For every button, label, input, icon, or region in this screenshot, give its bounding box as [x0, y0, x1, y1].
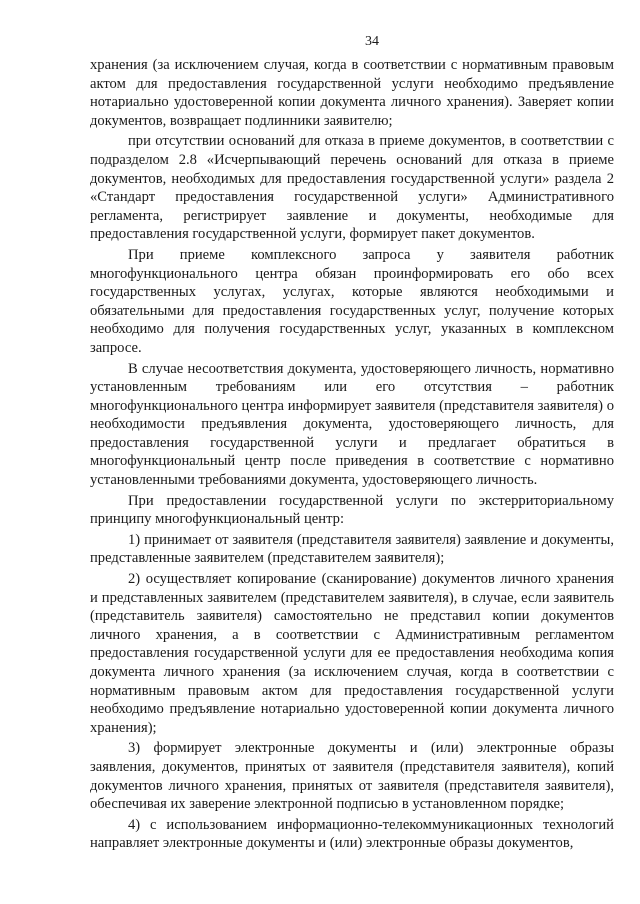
list-item: 4) с использованием информационно-телекоммуникационных технологий направляет электронные документы и (или) электронные образы документов,: [90, 816, 614, 852]
paragraph: хранения (за исключением случая, когда в соответствии с нормативным правовым актом для предоставления государственной услуги необходимо предъявление нотариально удостоверенной копии документа личного хранения). Заверяет копии документов, возвращает подлинники заявителю;: [90, 57, 614, 129]
paragraph: При приеме комплексного запроса у заявителя работник многофункционального центра обязан проинформировать его обо всех государственных услугах, услугах, которые являются необходимыми и обязательными для предоставления государственных услуг, получение которых необходимо для получения государственных услуг, указанных в комплексном запросе.: [90, 246, 614, 356]
paragraph: При предоставлении государственной услуги по экстерриториальному принципу многофункциональный центр:: [90, 492, 614, 528]
paragraph: В случае несоответствия документа, удостоверяющего личность, нормативно установленным требованиям или его отсутствия – работник многофункционального центра информирует заявителя (представителя заявителя) о необходимости предъявления документа, удостоверяющего личность, для предоставления государственной услуги и предлагает обратиться в многофункциональный центр после приведения в соответствие с нормативно установленными требованиями документа, удостоверяющего личность.: [90, 360, 614, 489]
list-item: 3) формирует электронные документы и (или) электронные образы заявления, документов, принятых от заявителя (представителя заявителя), копий документов личного хранения, принятых от заявителя (представителя заявителя), обеспечивая их заверение электронной подписью в установленном порядке;: [90, 740, 614, 813]
page-number: 34: [365, 34, 379, 49]
list-item: 1) принимает от заявителя (представителя заявителя) заявление и документы, представленные заявителем (представителем заявителя);: [90, 531, 614, 567]
paragraph: при отсутствии оснований для отказа в приеме документов, в соответствии с подразделом 2.8 «Исчерпывающий перечень оснований для отказа в приеме документов, необходимых для предоставления государственной услуги» раздела 2 «Стандарт предоставления государственной услуги» Административного регламента, регистрирует заявление и документы, необходимые для предоставления государственной услуги, формирует пакет документов.: [90, 133, 614, 243]
list-item: 2) осуществляет копирование (сканирование) документов личного хранения и представленных заявителем (представителем заявителя), в случае, если заявитель (представитель заявителя) самостоятельно не представил копии документов личного хранения, а в соответствии с Административным регламентом предоставления государственной услуги для ее предоставления необходима копия документа личного хранения (за исключением случая, когда в соответствии с нормативным правовым актом для предоставления государственной услуги необходимо предъявление нотариально удостоверенной копии документа личного хранения);: [90, 571, 614, 736]
body-text: [90, 56, 614, 853]
